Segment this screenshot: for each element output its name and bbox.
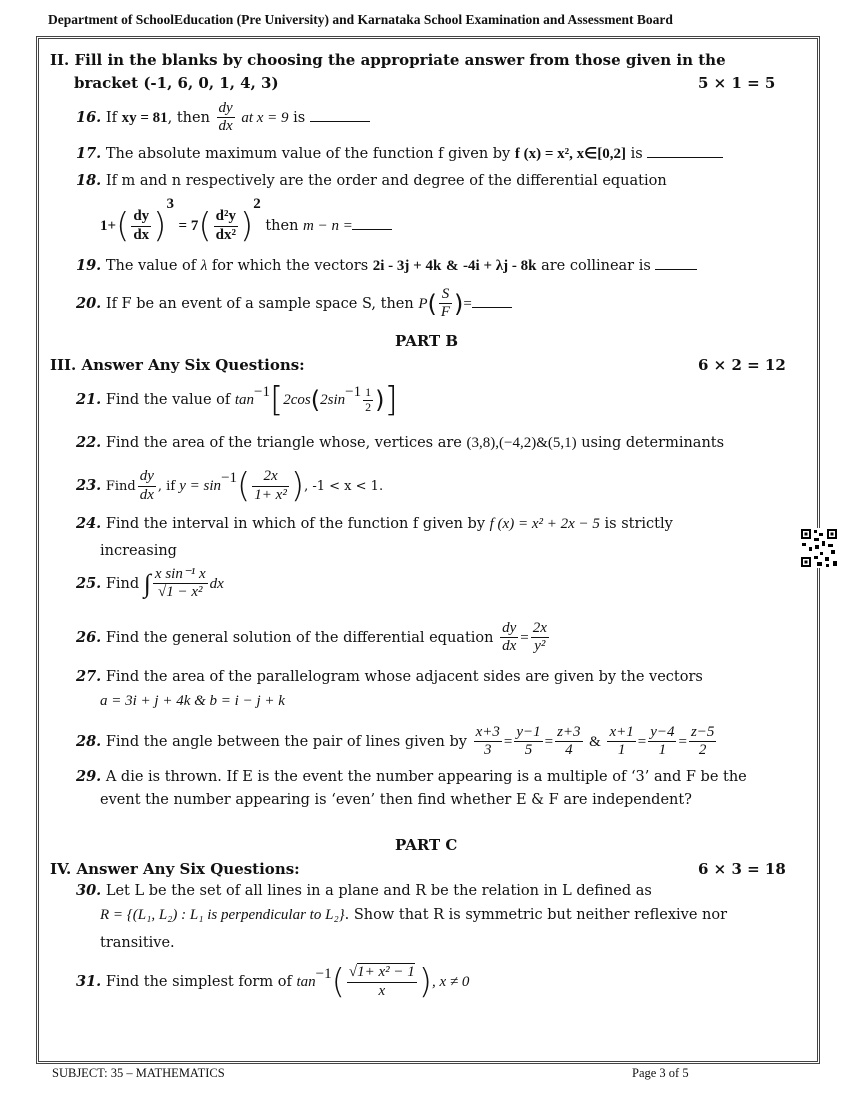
question-25: 25. Find ∫ $\frac{\text{x sin⁻¹ x}}{\text{√1 − x²}}$ dx [76,566,224,601]
section-2-marks: 5 × 1 = 5 [698,74,776,92]
section-2-title-line2: bracket (-1, 6, 0, 1, 4, 3) [74,74,279,92]
board-header: Department of SchoolEducation (Pre University) and Karnataka School Examination and Assessment Board [48,12,673,27]
question-24-line2: increasing [100,543,177,559]
question-21: 21. Find the value of $\tan^{-1}[2\cos(2\sin^{-1}$ $\frac{1}{2}$ )] [76,380,398,420]
question-23: 23. Find $\frac{dy}{dx}$ , if $y = \sin^{-1}$( $\frac{2x}{\text{1+ x²}}$ ), -1 < x < 1. [76,466,384,506]
section-3-title: III. Answer Any Six Questions: [50,356,305,374]
question-24: 24. Find the interval in which of the function f given by f (x) = x² + 2x − 5 is strictly [76,515,673,532]
question-22: 22. Find the area of the triangle whose, vertices are (3,8),(−4,2)&(5,1) using determinants [76,434,725,451]
section-4-title: IV. Answer Any Six Questions: [50,860,300,878]
question-26: 26. Find the general solution of the differential equation $\frac{dy}{dx}$ = $\frac{2x}{\text{y²}}$ [76,620,547,655]
question-28: 28. Find the angle between the pair of lines given by $\frac{x+3}{3}$ = $\frac{y-1}{5}$ = $\frac{z+3}{4}$ & $\frac{x+1}{1}$ = $\frac{y-4}{1}$ = $\frac{z-5}{2}$ [76,724,715,759]
question-31: 31. Find the simplest form of $\tan^{-1}$( $\frac{\text{√1+ x² − 1}}{x}$ ), x ≠ 0 [76,962,470,1002]
section-3-marks: 6 × 2 = 12 [698,356,786,374]
question-20: 20. If F be an event of a sample space S, then P( $\frac{S}{F}$ )= [76,286,512,322]
footer-page-number: Page 3 of 5 [632,1066,689,1080]
section-4-marks: 6 × 3 = 18 [698,860,786,878]
question-17: 17. The absolute maximum value of the function f given by f (x) = x², x∈[0,2] is [76,144,723,163]
qr-code-icon [800,528,838,568]
question-30-line3: transitive. [100,935,175,951]
question-19: 19. The value of λ for which the vectors 2i - 3j + 4k & -4i + λj - 8k are collinear is [76,257,697,275]
question-29: 29. A die is thrown. If E is the event the number appearing is a multiple of ‘3’ and F be the [76,768,747,785]
part-b-heading: PART B [395,332,459,350]
question-18-equation: 1+( $\frac{dy}{dx}$ )$^3$ = 7( $\frac{\text{d²y}}{\text{dx²}}$ )$^2$ then m − n = [100,196,392,246]
question-27-vectors: a = 3i + j + 4k & b = i − j + k [100,693,285,709]
question-30-line2: R = {(L₁, L₂) : L₁ is perpendicular to L₂}. Show that R is symmetric but neither reflexive nor [100,907,728,923]
question-18: 18. If m and n respectively are the order and degree of the differential equation [76,172,667,189]
question-16: 16. If xy = 81, then $\frac{dy}{dx}$ at x = 9 is [76,100,370,136]
part-c-heading: PART C [395,836,458,854]
footer-subject: SUBJECT: 35 – MATHEMATICS [52,1066,225,1080]
question-30: 30. Let L be the set of all lines in a plane and R be the relation in L defined as [76,882,652,899]
question-27: 27. Find the area of the parallelogram whose adjacent sides are given by the vectors [76,668,703,685]
question-29-line2: event the number appearing is ‘even’ then find whether E & F are independent? [100,792,692,808]
section-2-title: II. Fill in the blanks by choosing the appropriate answer from those given in the [50,51,726,69]
